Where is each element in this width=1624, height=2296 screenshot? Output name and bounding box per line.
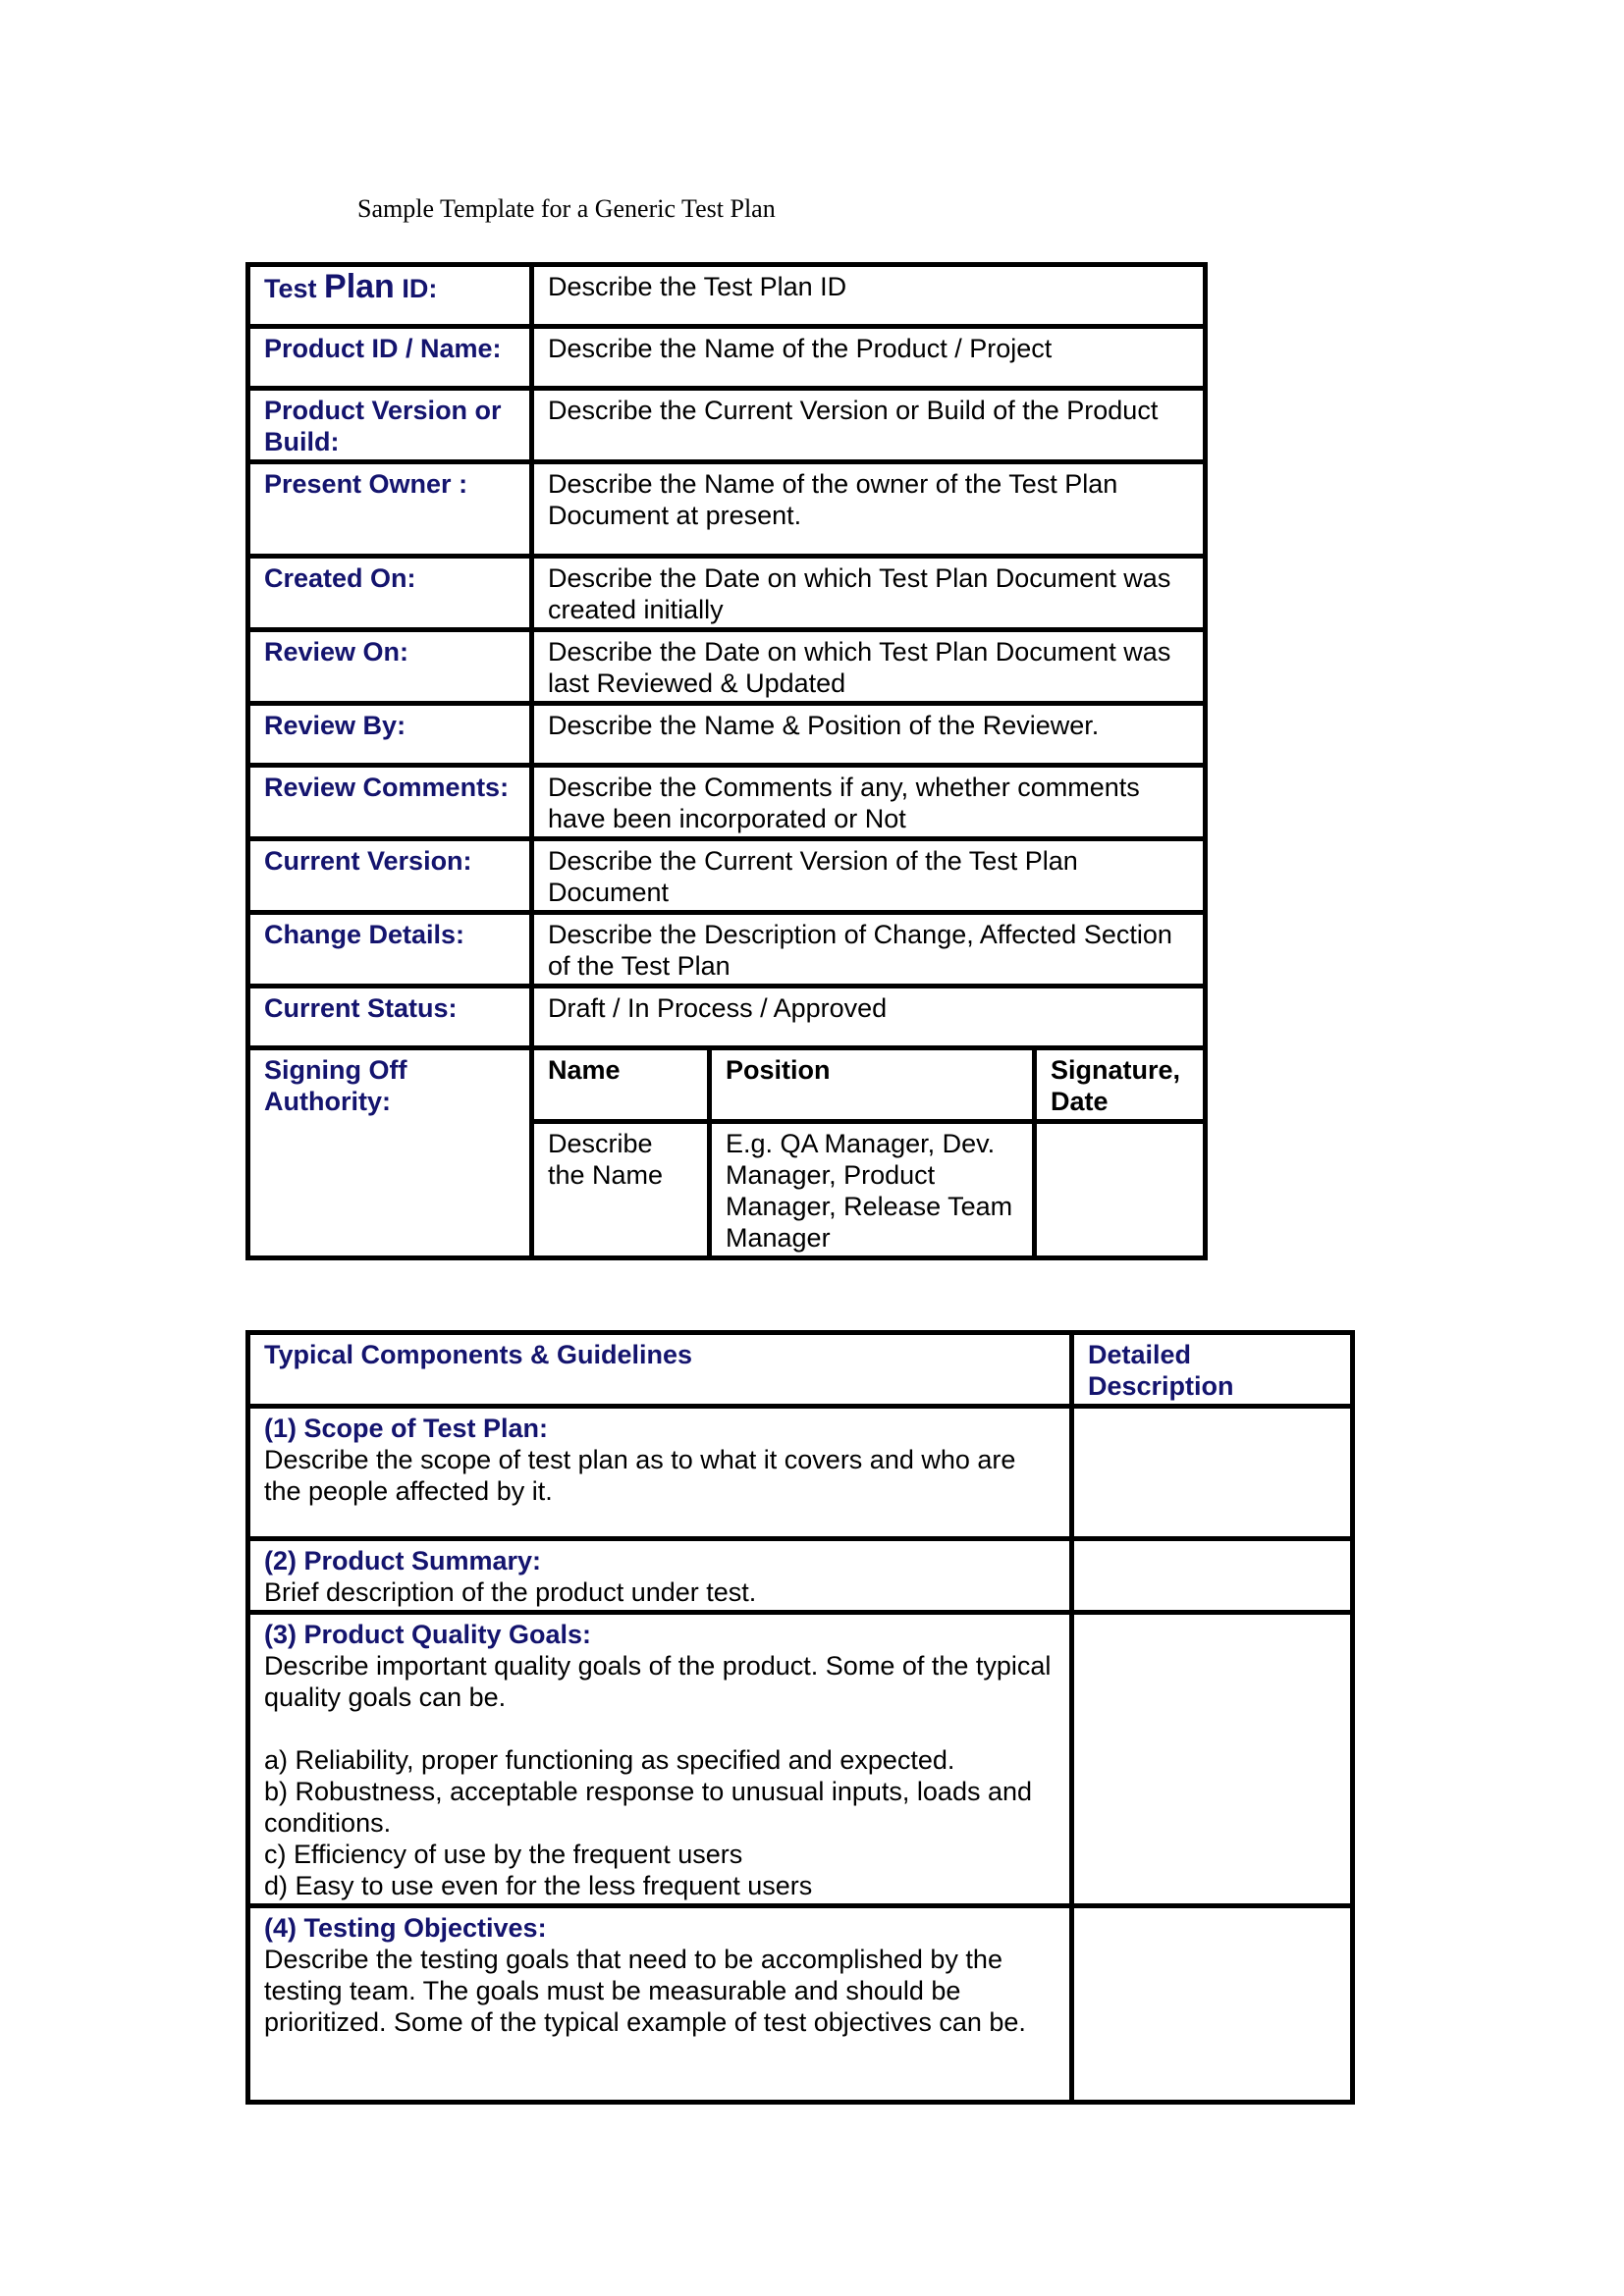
detailed-description-cell (1072, 1407, 1353, 1539)
detailed-description-cell (1072, 1539, 1353, 1613)
component-text: d) Easy to use even for the less frequent users (264, 1871, 813, 1900)
row-label: Product Version or Build: (248, 389, 532, 462)
row-value: Describe the Comments if any, whether comments have been incorporated or Not (532, 766, 1206, 839)
row-value: Draft / In Process / Approved (532, 987, 1206, 1048)
component-title: (3) Product Quality Goals: (264, 1620, 592, 1649)
detailed-description-header: Detailed Description (1072, 1333, 1353, 1407)
row-label: Review Comments: (248, 766, 532, 839)
signing-position-cell: E.g. QA Manager, Dev. Manager, Product Manager, Release Team Manager (710, 1122, 1035, 1258)
components-header: Typical Components & Guidelines (248, 1333, 1072, 1407)
component-title: (4) Testing Objectives: (264, 1913, 547, 1943)
component-cell (248, 1906, 1072, 2103)
table-row (248, 462, 1206, 557)
table-row (248, 1407, 1353, 1539)
table-row (248, 1613, 1353, 1906)
row-label: Current Version: (248, 839, 532, 913)
row-value: Describe the Current Version or Build of the Product (532, 389, 1206, 462)
spacer (264, 1713, 1057, 1744)
components-table (245, 1330, 1355, 2105)
table-row (248, 704, 1206, 766)
row-label: Review By: (248, 704, 532, 766)
table-row (248, 987, 1206, 1048)
component-cell (248, 1539, 1072, 1613)
row-value: Describe the Name & Position of the Reviewer. (532, 704, 1206, 766)
table-row (248, 327, 1206, 389)
component-text: a) Reliability, proper functioning as specified and expected. (264, 1745, 955, 1775)
component-title: (1) Scope of Test Plan: (264, 1414, 549, 1443)
signing-off-label: Signing Off Authority: (248, 1048, 532, 1258)
row-value: Describe the Description of Change, Affected Section of the Test Plan (532, 913, 1206, 987)
component-text: Describe the testing goals that need to be accomplished by the testing team. The goals must be measurable and should be prioritized. Some of the typical example of test objectives can be. (264, 1945, 1026, 2037)
component-text: c) Efficiency of use by the frequent users (264, 1840, 743, 1869)
row-value: Describe the Name of the Product / Project (532, 327, 1206, 389)
component-title: (2) Product Summary: (264, 1546, 542, 1575)
component-text: Brief description of the product under test. (264, 1577, 757, 1607)
table-row (248, 1539, 1353, 1613)
component-text: Describe important quality goals of the product. Some of the typical quality goals can be. (264, 1651, 1052, 1712)
detailed-description-cell (1072, 1906, 1353, 2103)
row-value: Describe the Date on which Test Plan Document was last Reviewed & Updated (532, 630, 1206, 704)
table-row (248, 1906, 1353, 2103)
signing-name-cell: Describe the Name (532, 1122, 710, 1258)
signing-header-signature: Signature, Date (1035, 1048, 1206, 1122)
row-label: Change Details: (248, 913, 532, 987)
row-label: Review On: (248, 630, 532, 704)
row-label: Product ID / Name: (248, 327, 532, 389)
label-part: Plan (324, 268, 395, 305)
row-value: Describe the Name of the owner of the Test Plan Document at present. (532, 462, 1206, 557)
row-value: Describe the Test Plan ID (532, 265, 1206, 327)
table-row (248, 265, 1206, 327)
row-value: Describe the Date on which Test Plan Document was created initially (532, 557, 1206, 630)
page-title: Sample Template for a Generic Test Plan (357, 194, 776, 223)
table-row (248, 913, 1206, 987)
row-label: Present Owner : (248, 462, 532, 557)
component-text: b) Robustness, acceptable response to unusual inputs, loads and conditions. (264, 1777, 1033, 1838)
table-row (248, 839, 1206, 913)
component-text: Describe the scope of test plan as to what it covers and who are the people affected by it. (264, 1445, 1016, 1506)
component-cell (248, 1407, 1072, 1539)
row-label: Created On: (248, 557, 532, 630)
signing-header-row (248, 1048, 1206, 1122)
signing-header-name: Name (532, 1048, 710, 1122)
label-part: ID: (394, 274, 438, 303)
detailed-description-cell (1072, 1613, 1353, 1906)
table-row (248, 557, 1206, 630)
signing-header-position: Position (710, 1048, 1035, 1122)
component-cell (248, 1613, 1072, 1906)
components-header-row (248, 1333, 1353, 1407)
table-row (248, 389, 1206, 462)
test-plan-info-table (245, 262, 1208, 1260)
row-value: Describe the Current Version of the Test Plan Document (532, 839, 1206, 913)
label-part: Test (264, 274, 325, 303)
signing-signature-cell (1035, 1122, 1206, 1258)
row-label: Current Status: (248, 987, 532, 1048)
row-label (248, 265, 532, 327)
table-row (248, 630, 1206, 704)
table-row (248, 766, 1206, 839)
